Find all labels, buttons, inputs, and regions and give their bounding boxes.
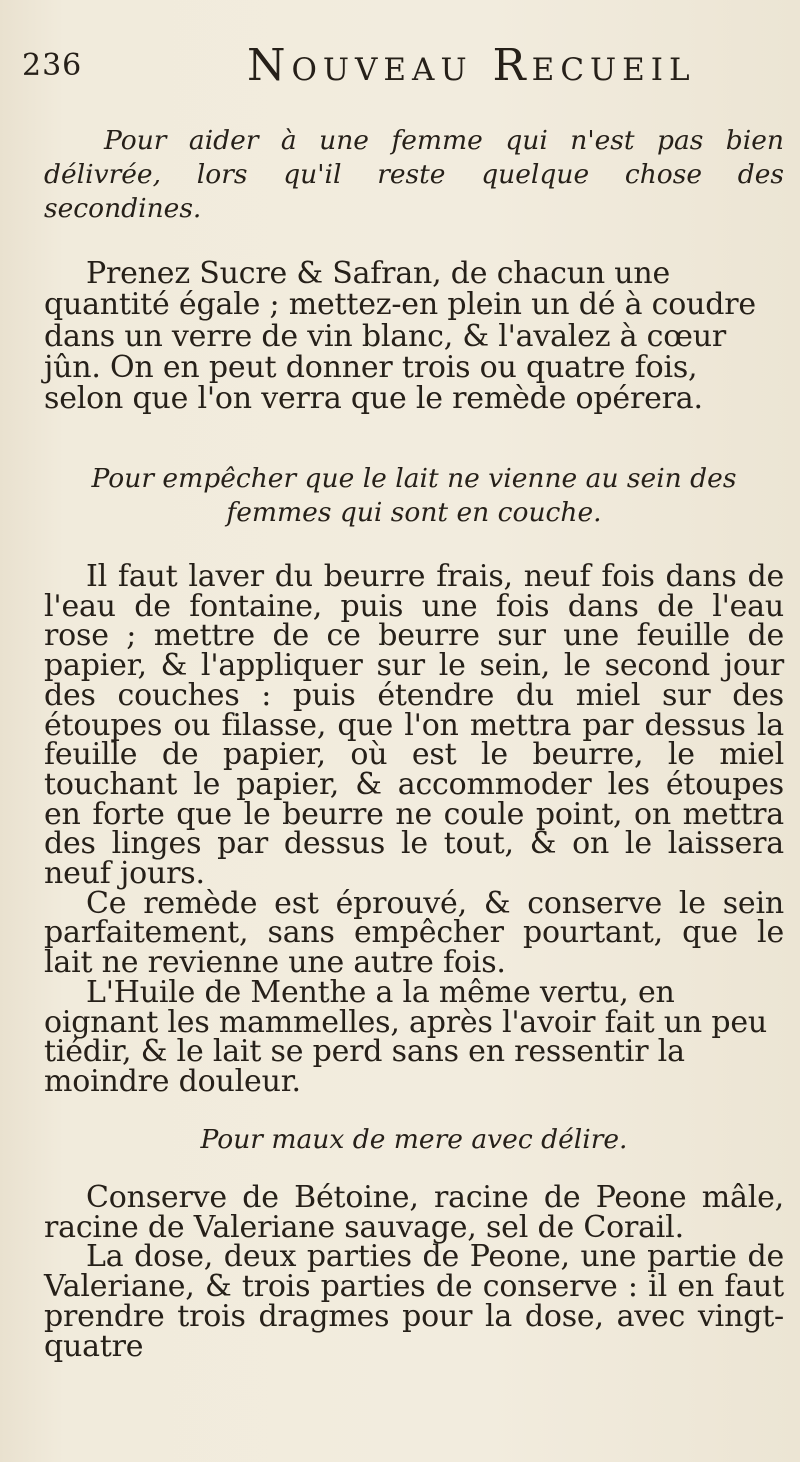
recipe-heading: Pour aider à une femme qui n'est pas bien délivrée, lors qu'il reste quelque chose des secondines.: [44, 125, 784, 224]
recipe-paragraph: Ce remède est éprouvé, & conserve le sein parfaitement, sans empêcher pourtant, que le lait ne revienne une autre fois.: [44, 885, 784, 981]
recipe-paragraph: Conserve de Bétoine, racine de Peone mâle, racine de Valeriane sauvage, sel de Corail.: [44, 1180, 784, 1245]
recipe-paragraph: L'Huile de Menthe a la même vertu, en oignant les mammelles, après l'avoir fait un peu tiédir, & le lait se perd sans en ressentir la moindre douleur.: [44, 974, 768, 1099]
recipe-heading: Pour maux de mere avec délire.: [200, 1124, 628, 1155]
recipe-section-delivery: [44, 124, 784, 417]
recipe-section-mere: [44, 1123, 784, 1364]
running-title: Nouveau Recueil: [247, 40, 696, 91]
recipe-section-milk: [44, 462, 784, 1097]
recipe-paragraph: Il faut laver du beurre frais, neuf fois dans de l'eau de fontaine, puis une fois dans de l'eau rose ; mettre de ce beurre sur une feuille de papier, & l'appliquer sur le sein, le second jour des couches : puis étendre du miel sur des étoupes ou filasse, que l'on mettra par dessus la feuille de papier, où est le beurre, le miel touchant le papier, & accommoder les étoupes en forte que le beurre ne coule point, on mettra des linges par dessus le tout, & on le laissera neuf jours.: [44, 559, 784, 892]
recipe-paragraph: La dose, deux parties de Peone, une partie de Valeriane, & trois parties de conserve : il en faut prendre trois dragmes pour la dose, avec vingt-quatre: [44, 1239, 784, 1364]
recipe-paragraph: Prenez Sucre & Safran, de chacun une quantité égale ; mettez-en plein un dé à coudre dans un verre de vin blanc, & l'avalez à cœur jûn. On en peut donner trois ou quatre fois, selon que l'on verra que le remède opérera.: [44, 256, 756, 417]
page-number: 236: [22, 48, 83, 83]
recipe-heading: Pour empêcher que le lait ne vienne au sein des femmes qui sont en couche.: [91, 463, 737, 528]
running-head: [22, 40, 770, 100]
